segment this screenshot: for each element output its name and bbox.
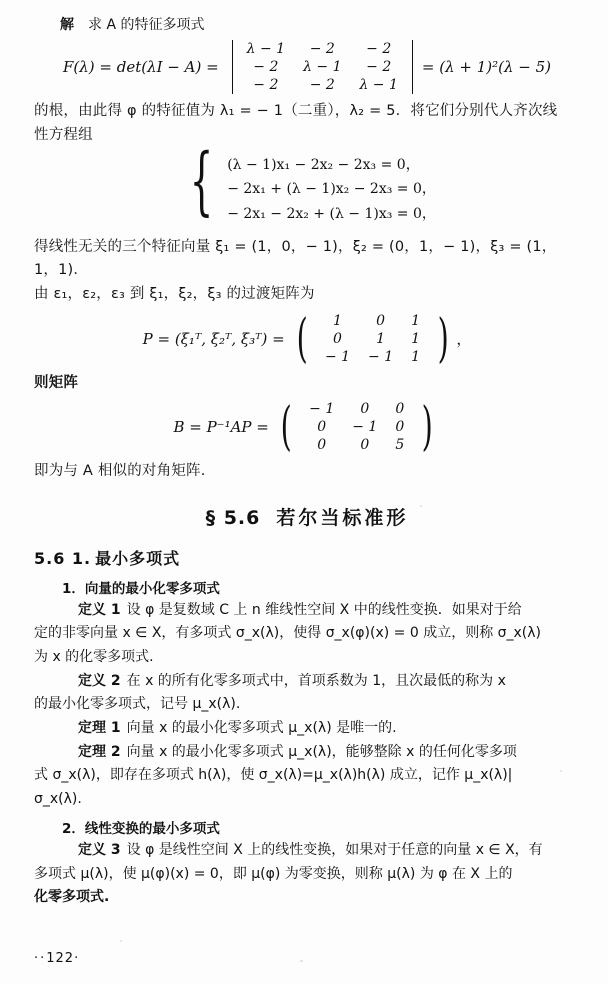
matrix-P-lhs: P = (ξ₁ᵀ, ξ₂ᵀ, ξ₃ᵀ) = [142,329,285,348]
theorem-1-label: 定理 1 [78,720,121,737]
folio-suffix: · [74,951,80,966]
char-poly-lhs: F(λ) = det(λI − A) = [63,58,219,76]
det-cell: − 2 [366,41,392,57]
subsection-heading [34,546,580,569]
page-folio [34,951,79,966]
matrix-cell: 0 [376,312,386,329]
definition-3-line-1: 设 φ 是线性空间 X 上的线性变换，如果对于任意的向量 x ∈ X，有 [126,841,543,858]
det-cell: − 2 [309,77,335,93]
theorem-1-line-1: 向量 x 的最小化零多项式 μ_x(λ) 是唯一的. [126,720,397,737]
matrix-B-grid [300,400,413,454]
matrix-B-grid-wrap [300,400,413,454]
det-cell: − 2 [366,59,392,75]
theorem-2 [34,741,580,764]
conclusion-line: 即为与 A 相似的对角矩阵. [34,463,206,480]
theorem-2-cont-1: 式 σ_x(λ)，即存在多项式 h(λ)，使 σ_x(λ)=μ_x(λ)h(λ) 成立，记作 μ_x(λ)| [34,767,513,784]
left-brace: { [189,137,214,224]
determinant-matrix [227,40,418,94]
det-bar-left [232,40,233,94]
matrix-B-body [276,397,438,457]
matrix-cell: − 1 [309,401,335,418]
det-cell: − 2 [253,59,279,75]
system-equation-row: − 2x₁ − 2x₂ + (λ − 1)x₃ = 0， [227,205,436,222]
det-cell: − 2 [253,77,279,93]
definition-1-line-1: 设 φ 是复数域 C 上 n 维线性空间 X 中的线性变换．如果对于给 [126,601,522,618]
matrix-cell: 1 [411,348,421,365]
roots-line-1: 的根，由此得 φ 的特征值为 λ₁ = − 1（二重），λ₂ = 5．将它们分别代人齐次线 [34,103,558,119]
equation-characteristic-polynomial [34,40,580,94]
page-content [34,14,580,910]
eigenvectors-line-1: 得线性无关的三个特征向量 ξ₁ = (1，0，− 1)，ξ₂ = (0，1，− 1)，ξ₃ = (1，1，1)． [34,239,557,278]
matrix-cell: 0 [395,401,405,418]
matrix-cell: 0 [360,437,370,454]
folio-prefix: ·· [34,951,47,966]
det-grid [238,40,407,94]
folio-number: 122 [46,951,75,966]
equation-system [34,137,580,227]
definition-3-cont-2: 化零多项式. [34,889,110,906]
matrix-P-body [292,308,454,369]
definition-1 [34,599,580,622]
matrix-B-lhs: B = P⁻¹AP = [173,418,269,437]
scan-speck [120,940,122,942]
matrix-cell: 1 [376,330,386,347]
matrix-cell: 0 [317,437,327,454]
section-heading [34,503,580,530]
solution-text: 求 A 的特征多项式 [88,17,205,33]
matrix-cell: 0 [333,330,342,347]
paren-right: ) [421,397,433,457]
theorem-2-label: 定理 2 [78,743,121,760]
equation-transition-matrix-P [34,308,580,369]
matrix-cell: 1 [411,312,421,329]
solution-header [34,14,580,34]
matrix-cell: − 1 [324,348,351,365]
matrix-cell: − 1 [368,348,394,365]
system-equation-row: (λ − 1)x₁ − 2x₂ − 2x₃ = 0， [227,156,420,173]
det-bar-right [412,40,413,94]
system-equation-row: − 2x₁ + (λ − 1)x₂ − 2x₃ = 0， [227,181,436,198]
matrix-cell: 5 [395,437,405,454]
det-cell: − 2 [309,41,335,57]
matrix-cell: 0 [317,419,327,436]
scan-speck [420,505,422,507]
paren-left: ( [296,308,308,369]
subsection-title-text: 最小多项式 [95,548,181,568]
system-equations [223,153,436,227]
paren-left: ( [280,397,292,457]
definition-1-label: 定义 1 [78,601,121,618]
definition-1-cont-1: 定的非零向量 x ∈ X，有多项式 σ_x(λ)，使得 σ_x(φ)(x) = 0 成立，则称 σ_x(λ) [34,625,542,642]
matrix-cell: − 1 [352,419,378,436]
matrix-P-tail: ， [456,330,472,349]
equation-diagonal-matrix-B [34,397,580,457]
minor-heading-1: 1．向量的最小化零多项式 [62,580,220,597]
roots-line-2: 性方程组 [34,127,93,144]
theorem-2-line-1: 向量 x 的最小化零多项式 μ_x(λ)，能够整除 x 的任何化零多项 [126,743,517,760]
definition-2 [34,670,580,693]
matrix-cell: 1 [411,330,421,347]
scan-speck [300,960,303,962]
subsection-number: 5.6 1. [34,548,92,568]
section-number: § 5.6 [205,506,261,529]
matrix-cell: 0 [360,401,370,418]
eigenvectors-line-2: 由 ε₁，ε₂，ε₃ 到 ξ₁，ξ₂，ξ₃ 的过渡矩阵为 [34,286,315,303]
matrix-cell: 1 [333,312,342,329]
char-poly-rhs: = (λ + 1)²(λ − 5) [421,58,551,76]
definition-2-label: 定义 2 [78,672,121,689]
definition-3-cont-1: 多项式 μ(λ)，使 μ(φ)(x) = 0，即 μ(φ) 为零变换，则称 μ(λ) 为 φ 在 X 上的 [34,865,513,882]
definition-3-label: 定义 3 [78,841,121,858]
theorem-2-cont-2: σ_x(λ). [34,791,82,808]
matrix-P-grid-wrap [316,312,429,366]
matrix-P-grid [316,312,429,366]
det-cell: λ − 1 [359,77,398,93]
definition-2-cont-1: 的最小化零多项式，记号 μ_x(λ). [34,696,241,713]
solution-tag: 解 [60,17,74,33]
then-matrix-label: 则矩阵 [34,374,79,391]
minor-heading-2: 2．线性变换的最小多项式 [62,820,220,837]
definition-3 [34,839,580,862]
det-cell: λ − 1 [303,59,342,75]
matrix-cell: 0 [395,419,405,436]
paren-right: ) [437,308,449,369]
theorem-1 [34,717,580,740]
definition-2-line-1: 在 x 的所有化零多项式中，首项系数为 1，且次最低的称为 x [126,672,506,689]
definition-1-cont-2: 为 x 的化零多项式. [34,649,154,666]
scan-speck [560,770,562,772]
det-cell: λ − 1 [246,41,286,57]
section-title-text: 若尔当标准形 [276,506,409,529]
